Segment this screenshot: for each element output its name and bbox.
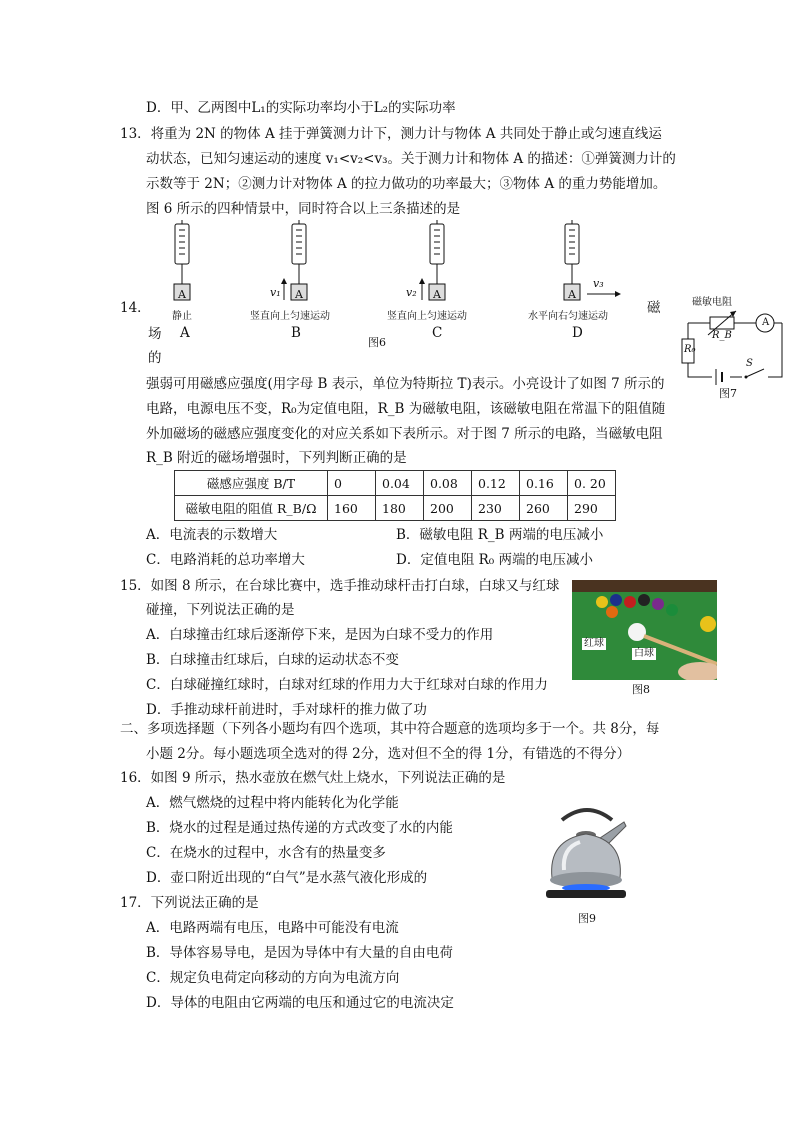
q14-option-d: D．定值电阻 R₀ 两端的电压减小	[396, 552, 593, 568]
q16-option-a: A．燃气燃烧的过程中将内能转化为化学能	[146, 795, 399, 811]
fig8-red-ball-label: 红球	[584, 638, 604, 649]
figure-8-billiards-photo	[572, 580, 717, 680]
q17-option-c: C．规定负电荷定向移动的方向为电流方向	[146, 970, 400, 986]
table-row	[175, 471, 616, 496]
q17-option-b: B．导体容易导电，是因为导体中有大量的自由电荷	[146, 945, 453, 961]
fig7-switch-label: S	[746, 358, 753, 369]
q14-option-b: B．磁敏电阻 R_B 两端的电压减小	[396, 527, 604, 543]
table-row	[175, 496, 616, 521]
q16-line-1: 16．如图 9 所示，热水壶放在燃气灶上烧水，下列说法正确的是	[120, 770, 506, 786]
fig6-caption-d: 水平向右匀速运动	[528, 311, 608, 322]
fig6-caption-c: 竖直向上匀速运动	[387, 311, 467, 322]
q16-option-c: C．在烧水的过程中，水含有的热量变多	[146, 845, 386, 861]
q14-word-de: 的	[148, 350, 162, 366]
fig6-letter-a: A	[180, 325, 190, 341]
table-cell: 290	[568, 496, 616, 521]
fig8-white-ball-label: 白球	[634, 648, 654, 659]
q17-line-1: 17．下列说法正确的是	[120, 895, 259, 911]
fig6-v3-label: v₃	[593, 277, 604, 290]
q13-line-1: 13．将重为 2N 的物体 A 挂于弹簧测力计下，测力计与物体 A 共同处于静止或匀速直线运	[120, 126, 662, 142]
fig6-letter-b: B	[291, 325, 301, 341]
figure-9-kettle-on-stove	[540, 800, 635, 910]
section2-line-2: 小题 2分。每小题选项全选对的得 2分，选对但不全的得 1分，有错选的不得分）	[146, 746, 631, 762]
table-cell: 0. 20	[568, 471, 616, 496]
fig6-v2-label: v₂	[406, 286, 417, 299]
q14-word-chang: 场	[148, 326, 162, 342]
fig6-letter-c: C	[432, 325, 443, 341]
fig7-title: 图7	[719, 387, 737, 400]
q13-line-4: 图 6 所示的四种情景中，同时符合以上三条描述的是	[146, 201, 461, 217]
table-cell: 180	[376, 496, 424, 521]
spring-scale-b	[281, 220, 307, 300]
magnetic-resistance-table	[174, 470, 616, 521]
q13-line-2: 动状态，已知匀速运动的速度 v₁<v₂<v₃。关于测力计和物体 A 的描述：①弹簧测力计的	[146, 151, 676, 167]
table-cell: 200	[424, 496, 472, 521]
fig8-title: 图8	[632, 683, 650, 696]
q15-line-1: 15．如图 8 所示，在台球比赛中，选手推动球杆击打白球，白球又与红球	[120, 578, 560, 594]
q14-number: 14．	[120, 300, 151, 316]
q14-word-ci: 磁	[647, 300, 661, 316]
table-header-b: 磁感应强度 B/T	[175, 471, 328, 496]
fig6-block-c-label: A	[433, 288, 441, 301]
q14-line-4: R_B 附近的磁场增强时，下列判断正确的是	[146, 450, 407, 466]
q17-option-d: D．导体的电阻由它两端的电压和通过它的电流决定	[146, 995, 454, 1011]
table-cell: 260	[520, 496, 568, 521]
q15-option-b: B．白球撞击红球后，白球的运动状态不变	[146, 652, 399, 668]
fig6-block-a-label: A	[178, 288, 186, 301]
figure-7-circuit	[676, 295, 794, 385]
q16-option-d: D．壶口附近出现的“白气”是水蒸气液化形成的	[146, 870, 428, 886]
q14-line-3: 外加磁场的磁感应强度变化的对应关系如下表所示。对于图 7 所示的电路，当磁敏电阻	[146, 426, 663, 442]
q14-line-2: 电路，电源电压不变，R₀为定值电阻，R_B 为磁敏电阻，该磁敏电阻在常温下的阻值随	[146, 401, 666, 417]
table-header-rb: 磁敏电阻的阻值 R_B/Ω	[175, 496, 328, 521]
q12-option-d: D．甲、乙两图中L₁的实际功率均小于L₂的实际功率	[146, 100, 456, 116]
table-cell: 0.12	[472, 471, 520, 496]
fig6-v1-label: v₁	[270, 286, 281, 299]
fig6-caption-a: 静止	[172, 311, 192, 322]
fig6-letter-d: D	[572, 325, 583, 341]
fig7-sensor-label: 磁敏电阻	[692, 297, 732, 308]
q14-line-1: 强弱可用磁感应强度(用字母 B 表示，单位为特斯拉 T)表示。小亮设计了如图 7 所示的	[146, 376, 665, 392]
q15-line-2: 碰撞，下列说法正确的是	[146, 602, 295, 618]
table-cell: 0.04	[376, 471, 424, 496]
fig6-caption-b: 竖直向上匀速运动	[250, 311, 330, 322]
table-cell: 0	[328, 471, 376, 496]
fig9-title: 图9	[578, 912, 596, 925]
q17-option-a: A．电路两端有电压，电路中可能没有电流	[146, 920, 399, 936]
q15-option-a: A．白球撞击红球后逐渐停下来，是因为白球不受力的作用	[146, 627, 494, 643]
q14-option-c: C．电路消耗的总功率增大	[146, 552, 305, 568]
section2-line-1: 二、多项选择题（下列各小题均有四个选项，其中符合题意的选项均多于一个。共 8分，每	[120, 721, 660, 737]
spring-scale-c	[419, 220, 445, 300]
q16-option-b: B．烧水的过程是通过热传递的方式改变了水的内能	[146, 820, 453, 836]
table-cell: 230	[472, 496, 520, 521]
table-cell: 0.08	[424, 471, 472, 496]
fig7-rb-label: R_B	[712, 330, 732, 341]
table-cell: 160	[328, 496, 376, 521]
q14-option-a: A．电流表的示数增大	[146, 527, 278, 543]
fig7-r0-label: R₀	[684, 344, 696, 355]
fig6-title: 图6	[368, 336, 386, 349]
fig6-block-d-label: A	[568, 288, 576, 301]
q15-option-c: C．白球碰撞红球时，白球对红球的作用力大于红球对白球的作用力	[146, 677, 548, 693]
fig7-ammeter-label: A	[762, 317, 770, 328]
fig6-block-b-label: A	[295, 288, 303, 301]
q15-option-d: D．手推动球杆前进时，手对球杆的推力做了功	[146, 702, 427, 718]
table-cell: 0.16	[520, 471, 568, 496]
q13-line-3: 示数等于 2N；②测力计对物体 A 的拉力做功的功率最大；③物体 A 的重力势能增加。	[146, 176, 667, 192]
